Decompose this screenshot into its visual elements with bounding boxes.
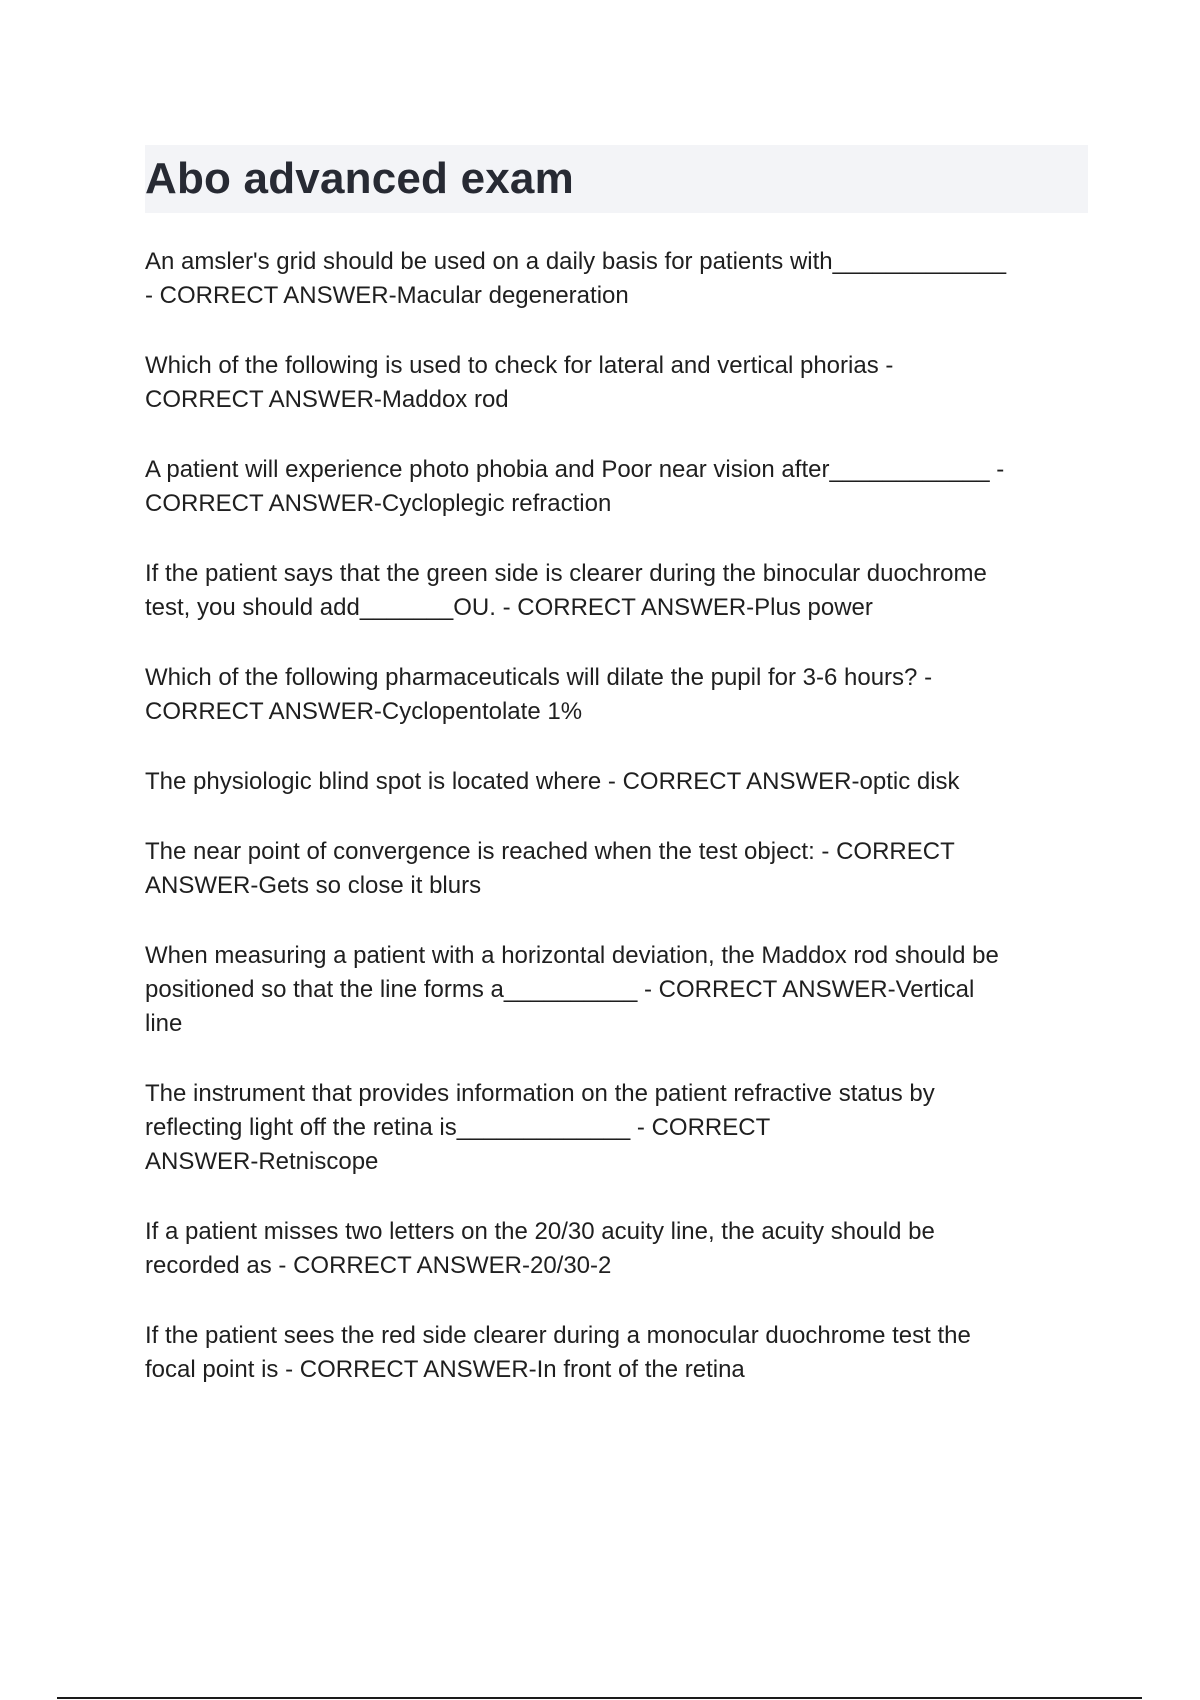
question-item: The physiologic blind spot is located where - CORRECT ANSWER-optic disk xyxy=(145,768,960,795)
question-list xyxy=(145,245,1090,1423)
question-item: If a patient misses two letters on the 20/30 acuity line, the acuity should be recorded as - CORRECT ANSWER-20/30-2 xyxy=(145,1218,935,1279)
question-item: Which of the following pharmaceuticals will dilate the pupil for 3-6 hours? - CORRECT ANSWER-Cyclopentolate 1% xyxy=(145,664,933,725)
title-banner xyxy=(145,145,1088,213)
question-item: When measuring a patient with a horizontal deviation, the Maddox rod should be positioned so that the line forms a__________ - CORRECT ANSWER-Vertical line xyxy=(145,942,999,1037)
question-item: The instrument that provides information on the patient refractive status by reflecting light off the retina is_____________ - CORRECT ANSWER-Retniscope xyxy=(145,1080,935,1175)
question-item: If the patient sees the red side clearer during a monocular duochrome test the focal point is - CORRECT ANSWER-In front of the retina xyxy=(145,1322,971,1383)
question-item: A patient will experience photo phobia and Poor near vision after____________ - CORRECT ANSWER-Cycloplegic refraction xyxy=(145,456,1005,517)
question-item: The near point of convergence is reached when the test object: - CORRECT ANSWER-Gets so close it blurs xyxy=(145,838,955,899)
question-item: An amsler's grid should be used on a daily basis for patients with_____________ - CORRECT ANSWER-Macular degeneration xyxy=(145,248,1007,309)
question-item: If the patient says that the green side is clearer during the binocular duochrome test, you should add_______OU. - CORRECT ANSWER-Plus power xyxy=(145,560,987,621)
question-item: Which of the following is used to check for lateral and vertical phorias - CORRECT ANSWER-Maddox rod xyxy=(145,352,894,413)
page-title: Abo advanced exam xyxy=(145,154,574,203)
footer-divider xyxy=(57,1697,1142,1699)
